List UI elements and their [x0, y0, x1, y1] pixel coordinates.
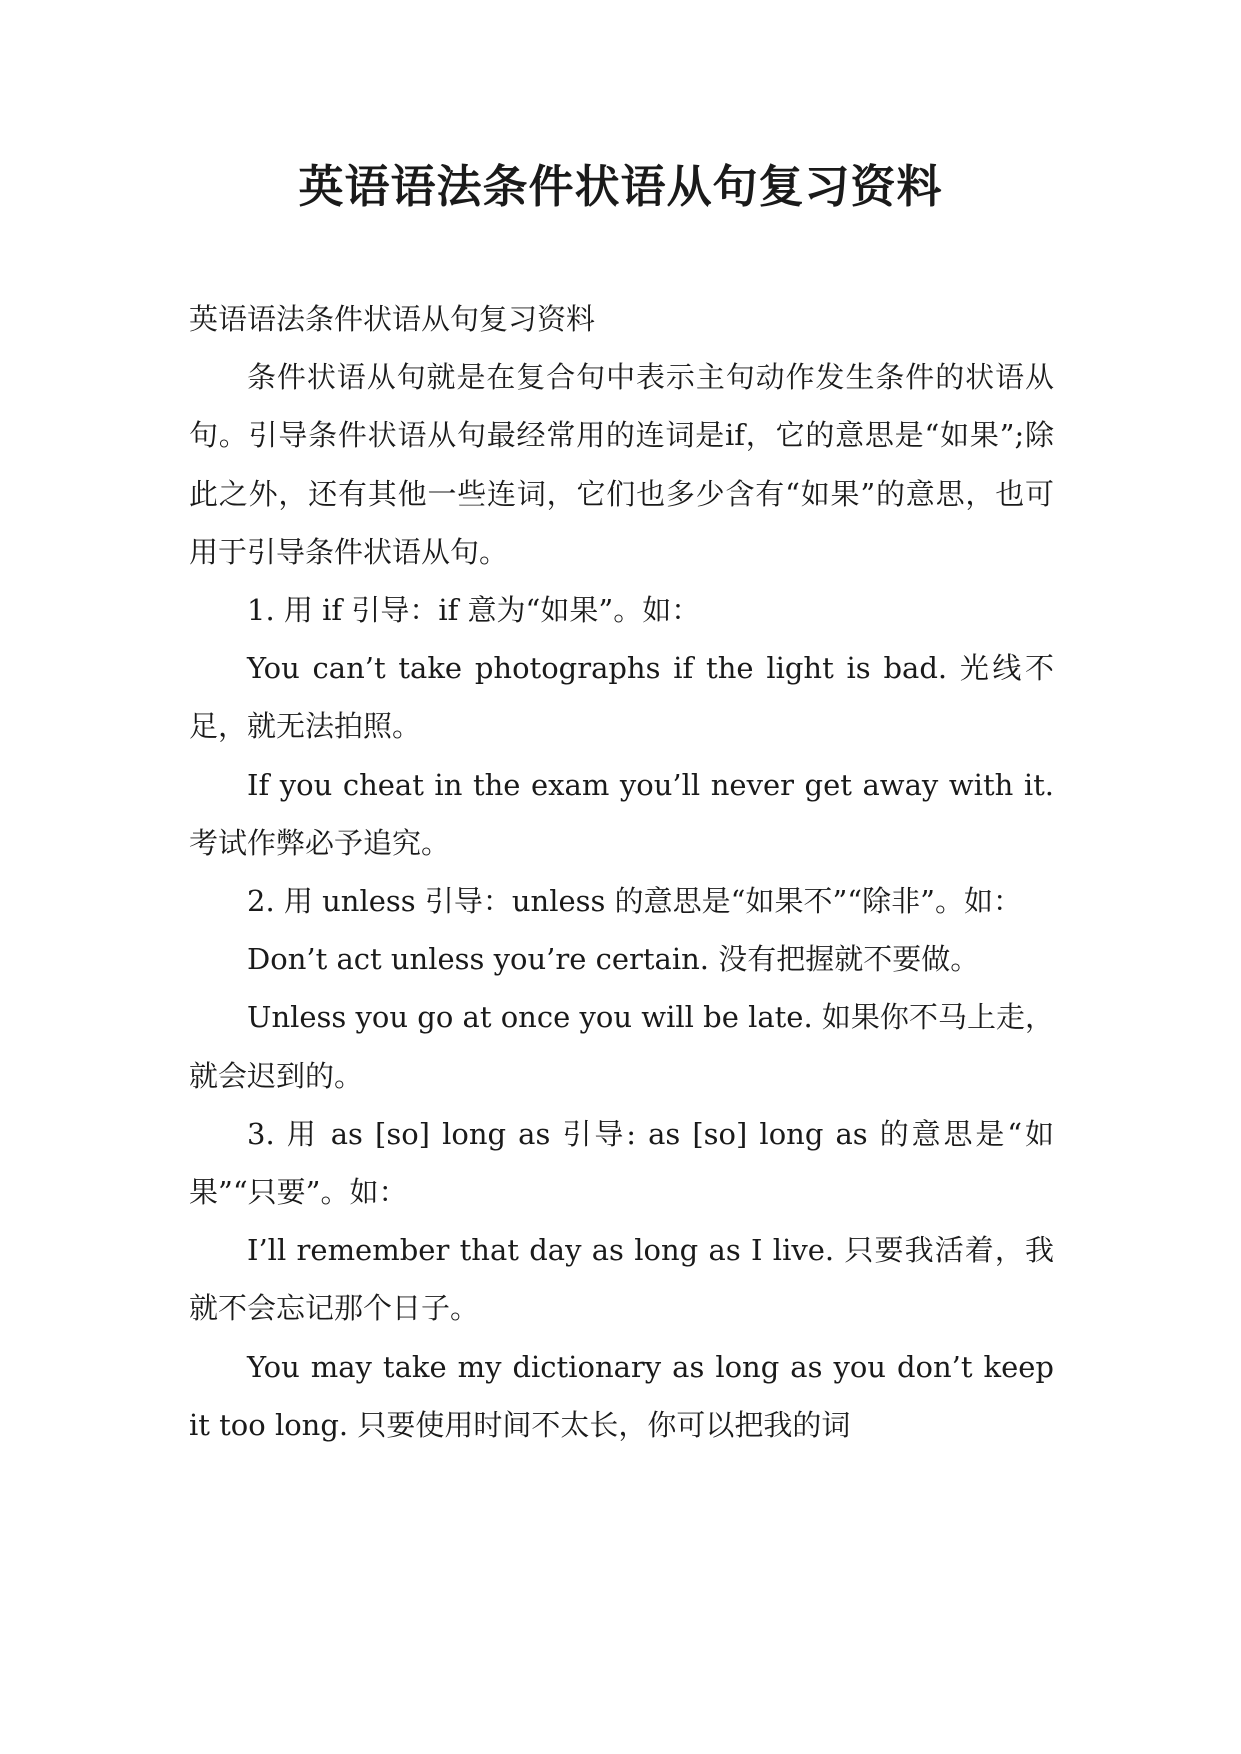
paragraph-rule-as-long-as: 3. 用 as [so] long as 引导: as [so] long as 的意思是“如果”“只要”。如：	[189, 1116, 1054, 1210]
paragraph-example: Unless you go at once you will be late. 如果你不马上走，就会迟到的。	[189, 1000, 1054, 1093]
document-title: 英语语法条件状语从句复习资料	[298, 160, 943, 213]
paragraph-example: You can’t take photographs if the light is bad. 光线不足，就无法拍照。	[189, 651, 1054, 744]
paragraph-example: I’ll remember that day as long as I live. 只要我活着，我就不会忘记那个日子。	[189, 1233, 1054, 1326]
paragraph-rule-unless: 2. 用 unless 引导：unless 的意思是“如果不”“除非”。如：	[247, 884, 1022, 919]
paragraph-example: If you cheat in the exam you’ll never get away with it. 考试作弊必予追究。	[189, 767, 1054, 860]
paragraph-example: You may take my dictionary as long as you don’t keep it too long. 只要使用时间不太长，你可以把我的词	[189, 1349, 1054, 1442]
paragraph-definition: 条件状语从句就是在复合句中表示主句动作发生条件的状语从句。引导条件状语从句最经常用的连词是if，它的意思是“如果”;除此之外，还有其他一些连词，它们也多少含有“如果”的意思，也可用于引导条件状语从句。	[189, 360, 1054, 569]
paragraph-example: Don’t act unless you’re certain. 没有把握就不要做。	[247, 942, 980, 977]
paragraph-subtitle: 英语语法条件状语从句复习资料	[189, 302, 596, 336]
document-body	[189, 290, 1054, 1454]
paragraph-rule-if: 1. 用 if 引导：if 意为“如果”。如：	[247, 593, 701, 628]
